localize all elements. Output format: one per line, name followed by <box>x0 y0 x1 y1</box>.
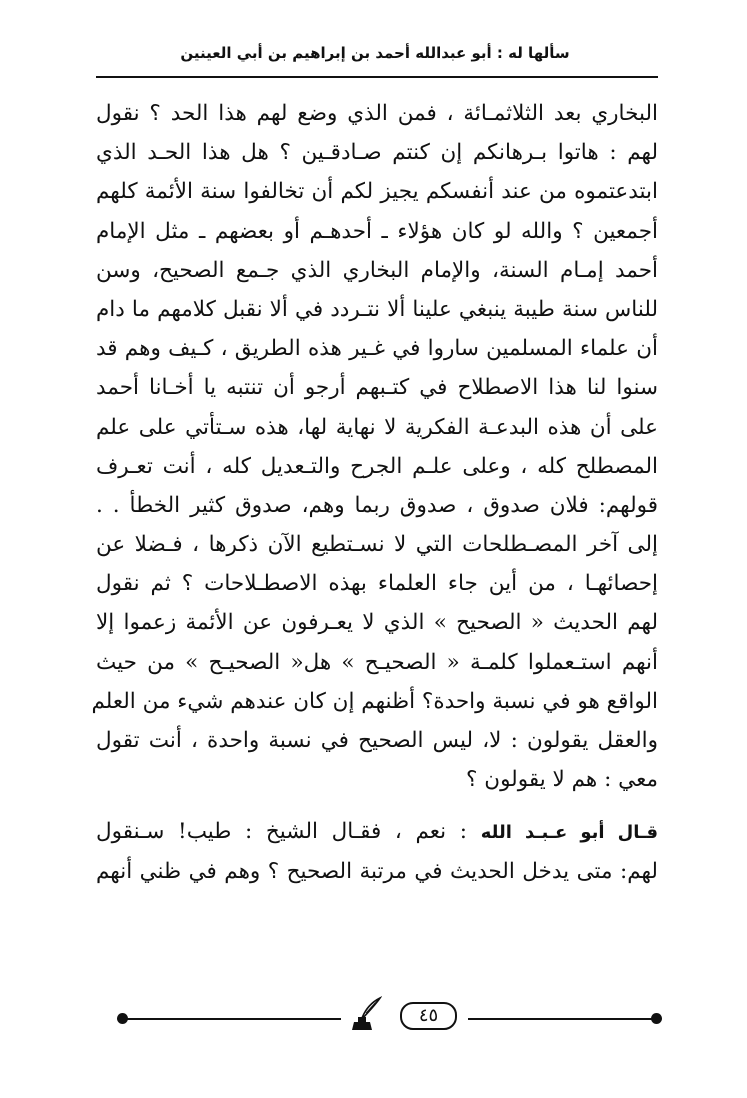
header-rule <box>96 76 658 78</box>
dialogue-line <box>96 812 658 851</box>
text-line: أنهم استـعملوا كلمـة « الصحيـح » هل« الصحيـح » من حيث <box>96 649 658 675</box>
inkwell-quill-icon <box>342 996 382 1036</box>
text-line: والعقل يقولون : لا، ليس الصحيح في نسبة واحدة ، أنت تقول <box>96 728 658 753</box>
text-line: ابتدعتموه من عند أنفسكم يجيز لكم أن تخالفوا سنة الأئمة كلهم <box>96 179 658 205</box>
text-line: معي : هم لا يقولون ؟ <box>466 767 658 793</box>
dialogue-text: : نعم ، فقـال الشيخ : طيب! سـنقول <box>96 819 468 845</box>
paragraph-2 <box>96 812 658 890</box>
footer-rule-right <box>468 1018 656 1020</box>
page-body <box>91 94 658 891</box>
text-line: أجمعين ؟ والله لو كان هؤلاء ـ أحدهـم أو بعضهم ـ مثل الإمام <box>96 218 658 244</box>
text-line: إلى آخر المصـطلحات التي لا نسـتطيع الآن ذكرها ، فـضلا عن <box>96 532 658 558</box>
text-line: لهم: متى يدخل الحديث في مرتبة الصحيح ؟ وهم في ظني أنهم <box>96 858 658 884</box>
running-header-title: سألها له : أبو عبدالله أحمد بن إبراهيم بن أبي العينين <box>180 44 570 62</box>
paragraph-1 <box>91 94 658 799</box>
text-line: للناس سنة طيبة ينبغي علينا ألا نتـردد في ألا نقبل كلامهم ما دام <box>96 296 658 322</box>
text-line: على أن هذه البدعـة الفكرية لا نهاية لها، هذه سـتأتي على علم <box>96 414 658 440</box>
text-line: قولهم: فلان صدوق ، صدوق ربما وهم، صدوق كثير الخطأ . . <box>96 492 658 518</box>
text-line: إحصائهـا ، من أين جاء العلماء بهذه الاصطـلاحات ؟ ثم نقول <box>96 571 658 597</box>
text-line: المصطلح كله ، وعلى علـم الجرح والتـعديل كله ، أنت تعـرف <box>96 453 658 479</box>
text-line: أن علماء المسلمين ساروا في غـير هذه الطريق ، كـيف وهم قد <box>96 336 658 362</box>
footer-rule-left <box>123 1018 341 1020</box>
text-line: أحمد إمـام السنة، والإمام البخاري الذي جـمع الصحيح، وسن <box>96 257 658 283</box>
text-line: لهم : هاتوا بـرهانكم إن كنتم صـادقـين ؟ هل هذا الحـد الذي <box>96 140 658 166</box>
text-line: سنوا لنا هذا الاصطلاح في كتـبهم أرجو أن تنتبه يا أخـانا أحمد <box>96 375 658 401</box>
page-number: ٤٥ <box>400 1002 457 1030</box>
text-line: الواقع هو في نسبة واحدة؟ أظنهم إن كان عندهم شيء من العلم <box>91 688 658 714</box>
text-line: لهم الحديث « الصحيح » الذي لا يعـرفون عن الأئمة زعموا إلا <box>96 610 658 636</box>
text-line: البخاري بعد الثلاثمـائة ، فمن الذي وضع لهم هذا الحد ؟ نقول <box>96 101 658 126</box>
footer-dot-right <box>651 1013 662 1024</box>
speaker-name: قـال أبو عـبـد الله <box>480 822 658 844</box>
